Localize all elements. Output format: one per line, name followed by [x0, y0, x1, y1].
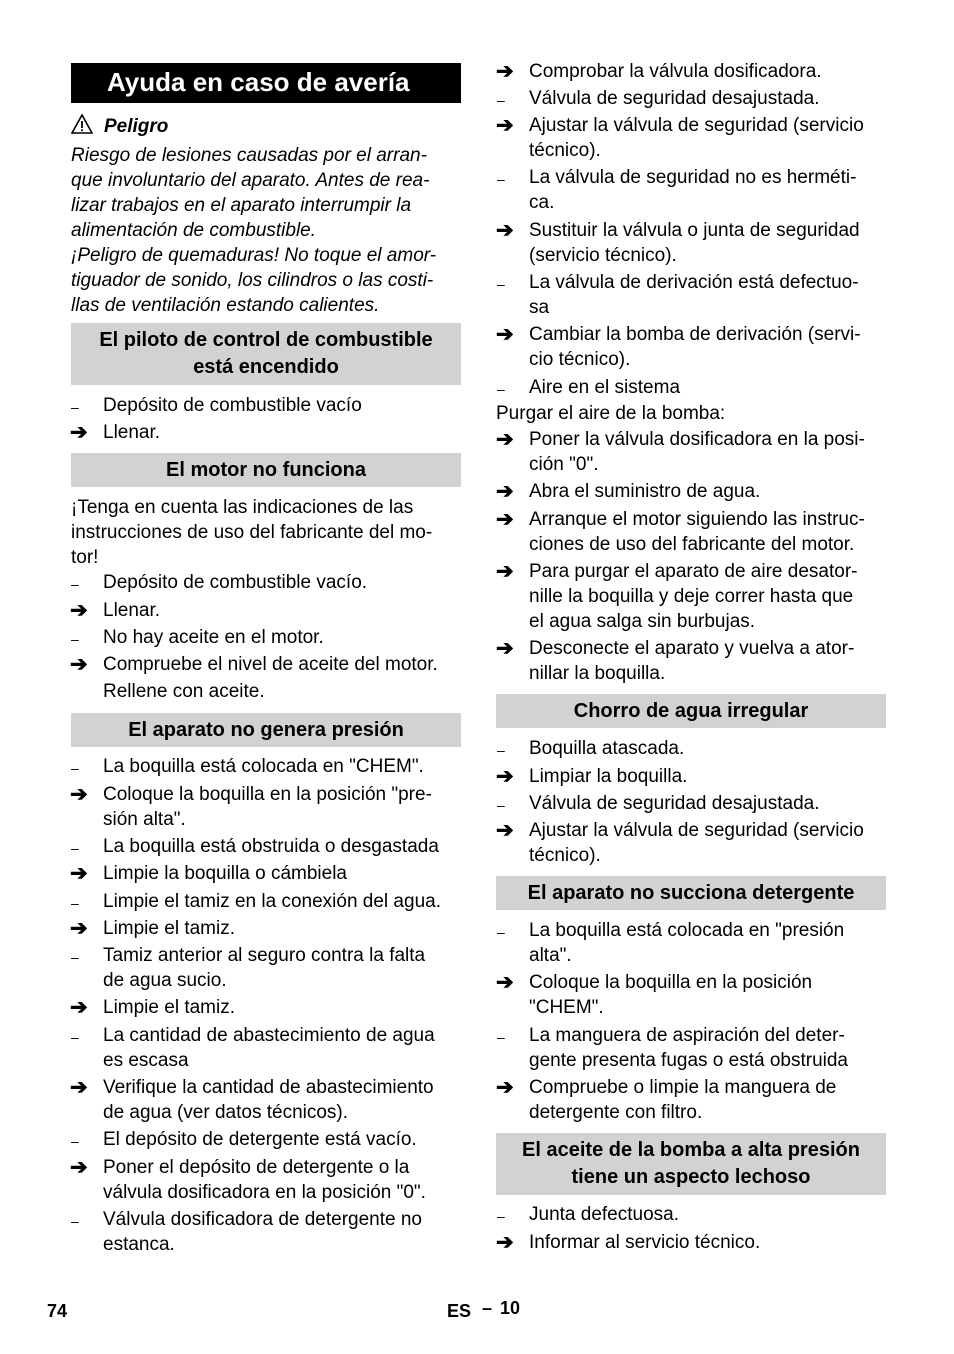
- cause-dash: –: [71, 576, 79, 592]
- cause-item: La boquilla está colocada en "presión: [529, 920, 845, 941]
- cause-item: Válvula dosificadora de detergente no: [103, 1209, 423, 1230]
- remedy-item: Llenar.: [103, 600, 161, 621]
- remedy-item: Limpiar la boquilla.: [529, 766, 688, 787]
- remedy-arrow-icon: ➔: [496, 428, 514, 451]
- cause-item: ca.: [529, 192, 555, 213]
- remedy-item: Coloque la boquilla en la posición "pre-: [103, 784, 432, 805]
- remedy-arrow-icon: ➔: [496, 219, 514, 242]
- remedy-arrow-icon: ➔: [496, 765, 514, 788]
- remedy-item: sión alta".: [103, 809, 186, 830]
- page-number: 74: [47, 1301, 68, 1321]
- section-heading-line: El aparato no genera presión: [128, 718, 404, 741]
- remedy-item: Coloque la boquilla en la posición: [529, 972, 813, 993]
- remedy-item: Verifique la cantidad de abastecimiento: [103, 1077, 434, 1098]
- cause-item: Junta defectuosa.: [529, 1204, 679, 1225]
- cause-dash: –: [71, 1213, 79, 1229]
- remedy-item: ciones de uso del fabricante del motor.: [529, 534, 855, 555]
- remedy-item: Cambiar la bomba de derivación (servi-: [529, 324, 861, 345]
- remedy-arrow-icon: ➔: [496, 323, 514, 346]
- warning-text-line: alimentación de combustible.: [71, 220, 317, 241]
- remedy-arrow-icon: ➔: [70, 1156, 88, 1179]
- remedy-item: Ajustar la válvula de seguridad (servicio: [529, 820, 864, 841]
- cause-dash: –: [497, 797, 505, 813]
- section-heading-line: está encendido: [193, 356, 339, 378]
- cause-item: Tamiz anterior al seguro contra la falta: [103, 945, 426, 966]
- remedy-item: nille la boquilla y deje correr hasta que: [529, 586, 854, 607]
- remedy-arrow-icon: ➔: [70, 599, 88, 622]
- cause-item: de agua sucio.: [103, 970, 227, 991]
- remedy-arrow-icon: ➔: [70, 783, 88, 806]
- section-heading-no-detergent: [496, 876, 886, 910]
- cause-item: No hay aceite en el motor.: [103, 627, 324, 648]
- section-heading-line: El motor no funciona: [166, 458, 366, 481]
- remedy-item: Limpie la boquilla o cámbiela: [103, 863, 347, 884]
- section-heading-line: tiene un aspecto lechoso: [571, 1166, 811, 1188]
- cause-dash: –: [71, 1029, 79, 1045]
- footer-local-page: 10: [500, 1298, 521, 1318]
- remedy-arrow-icon: ➔: [496, 560, 514, 583]
- cause-dash: –: [497, 171, 505, 187]
- warning-text-line: llas de ventilación estando calientes.: [71, 295, 380, 316]
- warning-label: Peligro: [104, 116, 169, 137]
- remedy-item: ción "0".: [529, 454, 599, 475]
- cause-item: Limpie el tamiz en la conexión del agua.: [103, 891, 441, 912]
- remedy-arrow-icon: ➔: [70, 421, 88, 444]
- warning-text-line: ¡Peligro de quemaduras! No toque el amor-: [71, 245, 437, 266]
- remedy-arrow-icon: ➔: [496, 114, 514, 137]
- remedy-arrow-icon: ➔: [496, 971, 514, 994]
- remedy-arrow-icon: ➔: [496, 480, 514, 503]
- remedy-item: técnico).: [529, 140, 601, 161]
- remedy-arrow-icon: ➔: [70, 996, 88, 1019]
- cause-dash: –: [71, 840, 79, 856]
- remedy-arrow-icon: ➔: [70, 653, 88, 676]
- cause-item: es escasa: [103, 1050, 189, 1071]
- remedy-item: Poner la válvula dosificadora en la posi-: [529, 429, 865, 450]
- remedy-arrow-icon: ➔: [70, 862, 88, 885]
- section-heading-line: El aparato no succiona detergente: [527, 881, 855, 904]
- cause-dash: –: [71, 631, 79, 647]
- remedy-item: Rellene con aceite.: [103, 681, 265, 702]
- remedy-item: Comprobar la válvula dosificadora.: [529, 61, 822, 82]
- cause-item: gente presenta fugas o está obstruida: [529, 1050, 849, 1071]
- cause-dash: –: [71, 399, 79, 415]
- section-heading-line: El aceite de la bomba a alta presión: [522, 1139, 860, 1161]
- remedy-item: (servicio técnico).: [529, 245, 677, 266]
- remedy-arrow-icon: ➔: [496, 1076, 514, 1099]
- remedy-arrow-icon: ➔: [70, 917, 88, 940]
- remedy-item: Compruebe el nivel de aceite del motor.: [103, 654, 438, 675]
- warning-text-line: lizar trabajos en el aparato interrumpir la: [71, 195, 412, 216]
- remedy-item: Limpie el tamiz.: [103, 997, 235, 1018]
- section-heading-engine: [71, 453, 461, 487]
- cause-item: La cantidad de abastecimiento de agua: [103, 1025, 435, 1046]
- remedy-item: Para purgar el aparato de aire desator-: [529, 561, 858, 582]
- cause-dash: –: [497, 381, 505, 397]
- cause-dash: –: [497, 742, 505, 758]
- footer-dash: –: [482, 1298, 493, 1318]
- cause-item: alta".: [529, 945, 572, 966]
- warning-text-line: Riesgo de lesiones causadas por el arran-: [71, 145, 427, 166]
- page-title: Ayuda en caso de avería: [71, 63, 461, 103]
- remedy-item: Llenar.: [103, 422, 161, 443]
- remedy-arrow-icon: ➔: [70, 1076, 88, 1099]
- remedy-item: nillar la boquilla.: [529, 663, 666, 684]
- note-line: instrucciones de uso del fabricante del mo-: [71, 522, 433, 543]
- remedy-item: Abra el suministro de agua.: [529, 481, 761, 502]
- section-heading-fuel-light: [71, 323, 461, 385]
- note-line: ¡Tenga en cuenta las indicaciones de las: [71, 497, 414, 518]
- cause-item: La válvula de seguridad no es herméti-: [529, 167, 857, 188]
- section-heading-no-pressure: [71, 713, 461, 747]
- note-line: Purgar el aire de la bomba:: [496, 403, 726, 424]
- cause-dash: –: [71, 760, 79, 776]
- remedy-item: Limpie el tamiz.: [103, 918, 235, 939]
- remedy-item: Poner el depósito de detergente o la: [103, 1157, 410, 1178]
- cause-item: La válvula de derivación está defectuo-: [529, 272, 859, 293]
- remedy-item: Sustituir la válvula o junta de seguridad: [529, 220, 860, 241]
- cause-item: Boquilla atascada.: [529, 738, 685, 759]
- cause-item: El depósito de detergente está vacío.: [103, 1129, 417, 1150]
- remedy-arrow-icon: ➔: [496, 819, 514, 842]
- cause-item: Válvula de seguridad desajustada.: [529, 793, 820, 814]
- remedy-item: el agua salga sin burbujas.: [529, 611, 756, 632]
- section-heading-milky-oil: [496, 1133, 886, 1195]
- remedy-item: válvula dosificadora en la posición "0".: [103, 1182, 426, 1203]
- remedy-item: detergente con filtro.: [529, 1102, 703, 1123]
- cause-dash: –: [497, 1029, 505, 1045]
- remedy-item: de agua (ver datos técnicos).: [103, 1102, 349, 1123]
- note-line: tor!: [71, 547, 99, 568]
- remedy-arrow-icon: ➔: [496, 1231, 514, 1254]
- warning-text-line: que involuntario del aparato. Antes de rea-: [71, 170, 430, 191]
- remedy-item: Ajustar la válvula de seguridad (servicio: [529, 115, 864, 136]
- cause-item: La boquilla está obstruida o desgastada: [103, 836, 439, 857]
- cause-dash: –: [497, 92, 505, 108]
- cause-item: Depósito de combustible vacío: [103, 395, 362, 416]
- cause-dash: –: [71, 949, 79, 965]
- cause-item: Válvula de seguridad desajustada.: [529, 88, 820, 109]
- remedy-item: "CHEM".: [529, 997, 604, 1018]
- remedy-item: Desconecte el aparato y vuelva a ator-: [529, 638, 855, 659]
- remedy-arrow-icon: ➔: [496, 637, 514, 660]
- section-heading-line: Chorro de agua irregular: [573, 699, 809, 722]
- cause-dash: –: [497, 1208, 505, 1224]
- remedy-arrow-icon: ➔: [496, 508, 514, 531]
- cause-dash: –: [497, 276, 505, 292]
- remedy-item: Arranque el motor siguiendo las instruc-: [529, 509, 865, 530]
- remedy-arrow-icon: ➔: [496, 60, 514, 83]
- warning-text-line: tiguador de sonido, los cilindros o las costi-: [71, 270, 434, 291]
- cause-item: La manguera de aspiración del deter-: [529, 1025, 845, 1046]
- cause-item: La boquilla está colocada en "CHEM".: [103, 756, 424, 777]
- cause-dash: –: [71, 895, 79, 911]
- section-heading-irregular-jet: [496, 694, 886, 728]
- section-heading-line: El piloto de control de combustible: [99, 329, 433, 351]
- cause-dash: –: [497, 924, 505, 940]
- remedy-item: técnico).: [529, 845, 601, 866]
- cause-dash: –: [71, 1133, 79, 1149]
- cause-item: Depósito de combustible vacío.: [103, 572, 368, 593]
- cause-item: Aire en el sistema: [529, 377, 681, 398]
- cause-item: sa: [529, 297, 550, 318]
- footer-language: ES: [447, 1301, 472, 1321]
- warning-icon: [71, 114, 93, 134]
- remedy-item: Informar al servicio técnico.: [529, 1232, 761, 1253]
- remedy-item: Compruebe o limpie la manguera de: [529, 1077, 837, 1098]
- remedy-item: cio técnico).: [529, 349, 631, 370]
- cause-item: estanca.: [103, 1234, 175, 1255]
